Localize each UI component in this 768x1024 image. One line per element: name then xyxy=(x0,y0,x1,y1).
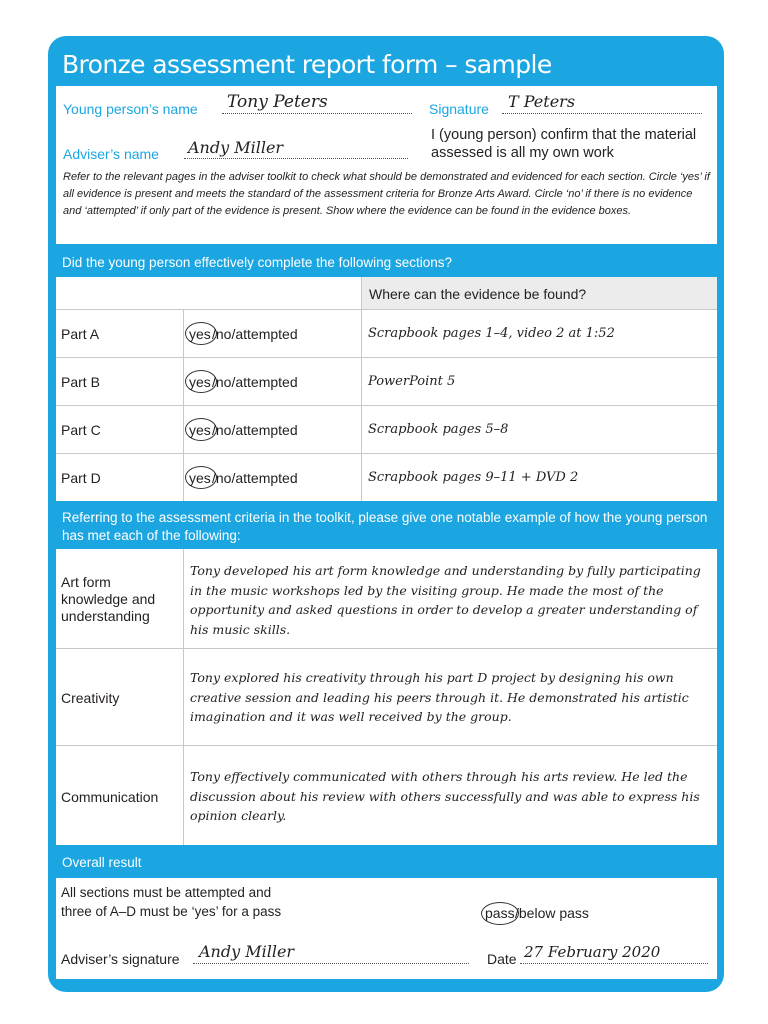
young-person-line xyxy=(222,113,412,114)
young-person-signature: T Peters xyxy=(508,92,576,111)
row-divider xyxy=(56,405,717,406)
sections-table xyxy=(56,277,717,501)
pass-option: pass xyxy=(485,905,515,921)
no-attempted-options: /no/attempted xyxy=(212,374,298,390)
column-divider xyxy=(183,309,184,501)
below-pass-option: /below pass xyxy=(515,905,589,921)
row-divider xyxy=(56,357,717,358)
no-attempted-options: /no/attempted xyxy=(212,326,298,342)
date-value: 27 February 2020 xyxy=(524,943,661,961)
date-label: Date xyxy=(487,951,517,967)
criteria-example: Tony developed his art form knowledge and understanding by fully participating in the music workshops led by the visiting group. He made the most of the opportunity and asked questions in order to develop a greater understanding of his music skills. xyxy=(190,563,701,637)
row-divider xyxy=(56,453,717,454)
column-divider xyxy=(361,277,362,501)
young-person-name: Tony Peters xyxy=(227,92,328,112)
evidence-header: Where can the evidence be found? xyxy=(369,286,587,302)
adviser-name: Andy Miller xyxy=(188,138,284,157)
no-attempted-options: /no/attempted xyxy=(212,422,298,438)
criteria-example: Tony explored his creativity through his part D project by designing his own creative session and leading his peers through it. He demonstrated his artistic imagination and it was well received by the group. xyxy=(190,670,689,724)
column-divider xyxy=(183,549,184,845)
adviser-signature: Andy Miller xyxy=(199,942,295,961)
criteria-heading: Referring to the assessment criteria in the toolkit, please give one notable example of how the young person has met each of the following: xyxy=(62,510,708,543)
yes-option: yes xyxy=(189,326,211,342)
instructions: Refer to the relevant pages in the adviser toolkit to check what should be demonstrated and evidenced for each section. Circle ‘yes’ if all evidence is present and meets the standard of the assessment criteria for Bronze Arts Award. Circle ‘no’ if there is no evidence and ‘attempted’ if only part of the evidence is present. Show where the evidence can be found in the evidence boxes. xyxy=(63,171,710,217)
part-label: Part B xyxy=(61,374,100,390)
result-rule-line2: three of A–D must be ‘yes’ for a pass xyxy=(61,904,282,919)
criteria-example: Tony effectively communicated with others through his arts review. He led the discussion about his review with others successfully and was able to express his opinion clearly. xyxy=(190,769,700,823)
overall-result-heading: Overall result xyxy=(62,855,142,870)
row-divider xyxy=(56,309,717,310)
result-rule-line1: All sections must be attempted and xyxy=(61,885,272,900)
adviser-label: Adviser’s name xyxy=(63,146,159,162)
form-title: Bronze assessment report form – sample xyxy=(62,50,552,79)
part-label: Part A xyxy=(61,326,100,342)
evidence-value: Scrapbook pages 5–8 xyxy=(368,422,509,437)
adviser-line xyxy=(184,158,408,159)
yes-option: yes xyxy=(189,470,211,486)
part-label: Part D xyxy=(61,470,101,486)
signature-line xyxy=(502,113,702,114)
yes-option: yes xyxy=(189,374,211,390)
confirmation-statement: I (young person) confirm that the material assessed is all my own work xyxy=(431,127,697,161)
row-divider xyxy=(56,745,717,746)
sections-heading: Did the young person effectively complete the following sections? xyxy=(62,255,452,270)
young-person-label: Young person’s name xyxy=(63,101,198,117)
evidence-value: Scrapbook pages 9–11 + DVD 2 xyxy=(368,470,579,485)
no-attempted-options: /no/attempted xyxy=(212,470,298,486)
adviser-signature-label: Adviser’s signature xyxy=(61,951,180,967)
evidence-value: Scrapbook pages 1–4, video 2 at 1:52 xyxy=(368,326,615,341)
signature-label: Signature xyxy=(429,101,489,117)
adviser-signature-line xyxy=(193,963,469,964)
criteria-label: Creativity xyxy=(61,690,120,706)
row-divider xyxy=(56,648,717,649)
yes-option: yes xyxy=(189,422,211,438)
criteria-label: Art form knowledge and understanding xyxy=(61,574,156,624)
criteria-label: Communication xyxy=(61,789,159,805)
part-label: Part C xyxy=(61,422,101,438)
date-line xyxy=(520,963,708,964)
evidence-value: PowerPoint 5 xyxy=(368,374,456,389)
